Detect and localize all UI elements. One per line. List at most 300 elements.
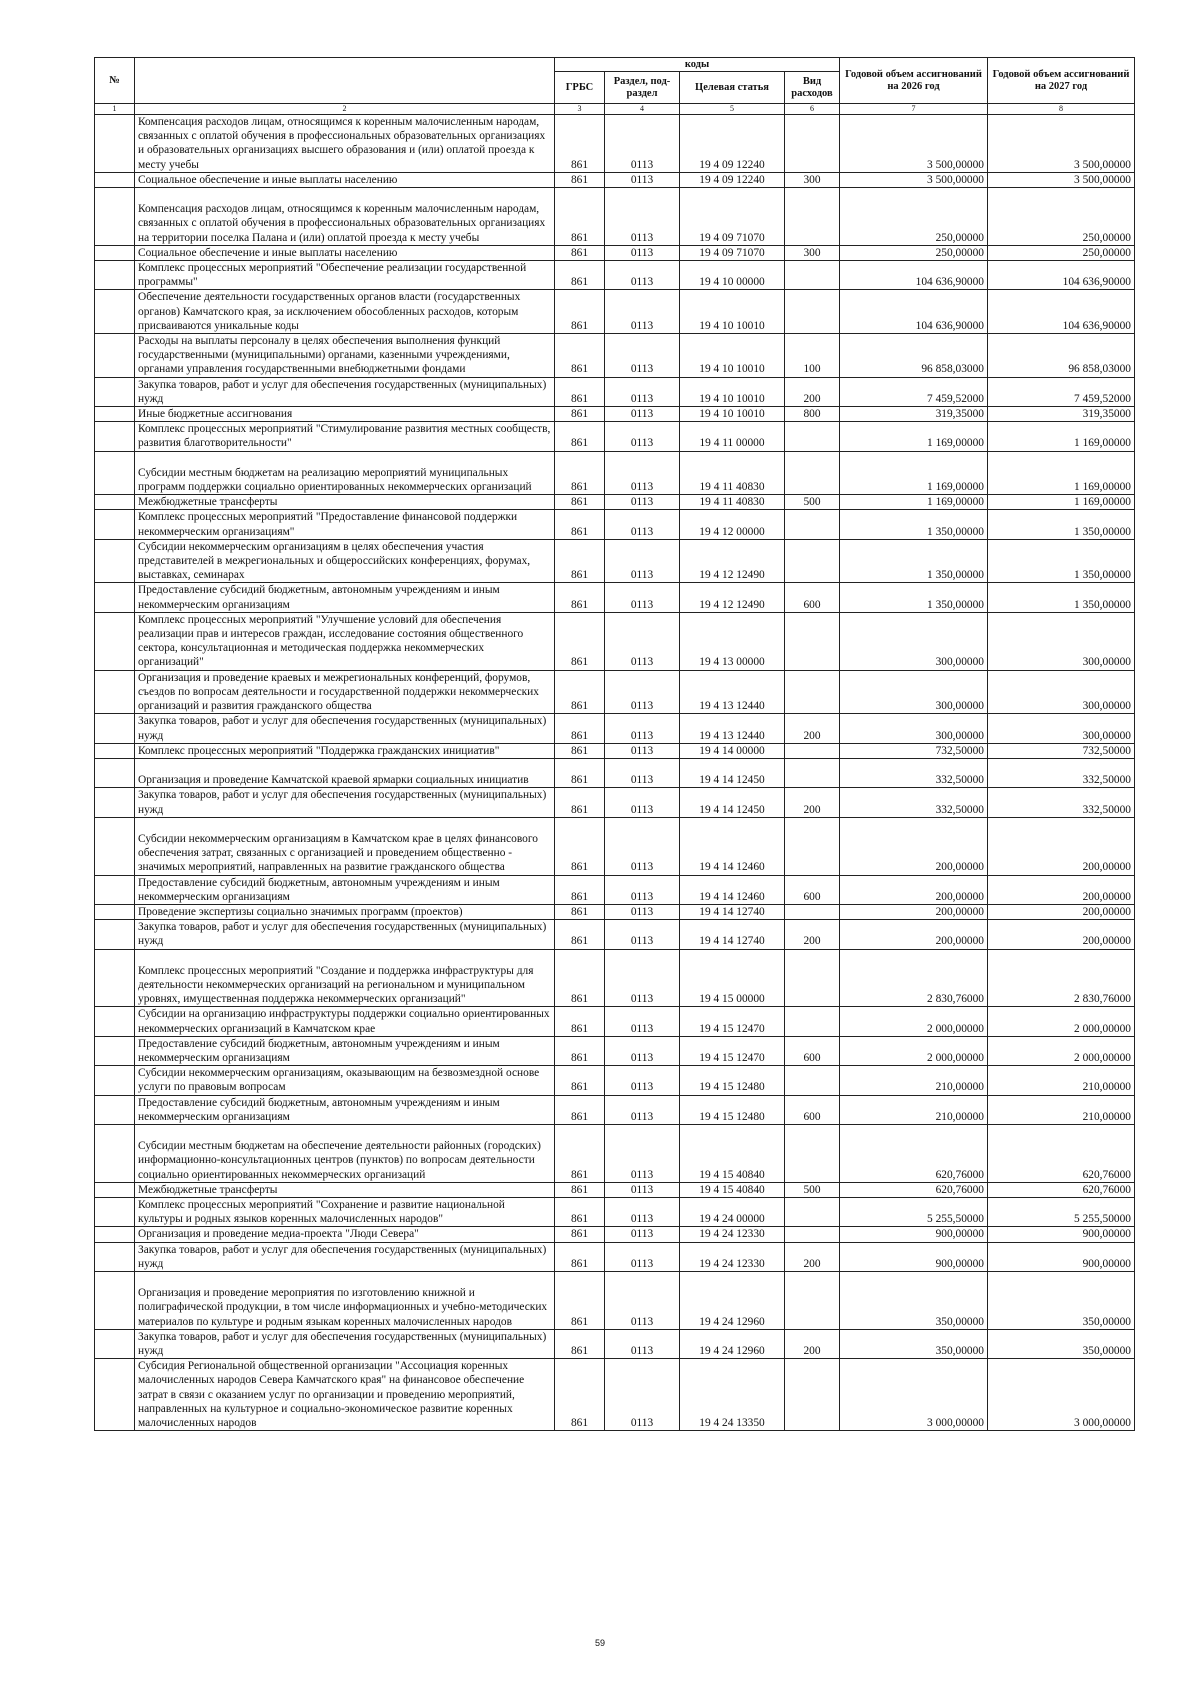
item-name: Комплекс процессных мероприятий "Стимулирование развития местных сообществ, развития благотворительности" — [135, 422, 555, 451]
amount-2026: 200,00000 — [840, 875, 988, 904]
grbs-code: 861 — [555, 904, 605, 919]
amount-2026: 620,76000 — [840, 1182, 988, 1197]
table-row — [95, 1271, 1135, 1329]
amount-2027: 2 830,76000 — [988, 949, 1135, 1007]
expense-type-code — [785, 1066, 840, 1095]
section-code: 0113 — [605, 422, 680, 451]
amount-2027: 900,00000 — [988, 1242, 1135, 1271]
target-code: 19 4 10 10010 — [680, 290, 785, 334]
section-code: 0113 — [605, 1124, 680, 1182]
col-header-expense-type: Вид расходов — [785, 72, 840, 104]
item-name: Комплекс процессных мероприятий "Создание и поддержка инфраструктуры для деятельности некоммерческих организаций на региональном и муниципальном уровнях, имущественная поддержка некоммерческих организаций" — [135, 949, 555, 1007]
amount-2027: 732,50000 — [988, 743, 1135, 758]
grbs-code: 861 — [555, 1182, 605, 1197]
amount-2027: 1 350,00000 — [988, 539, 1135, 583]
amount-2026: 300,00000 — [840, 714, 988, 743]
amount-2027: 332,50000 — [988, 788, 1135, 817]
item-name: Закупка товаров, работ и услуг для обеспечения государственных (муниципальных) нужд — [135, 1329, 555, 1358]
target-code: 19 4 14 12740 — [680, 904, 785, 919]
amount-2027: 3 500,00000 — [988, 115, 1135, 173]
row-number-cell — [95, 1036, 135, 1065]
table-row — [95, 422, 1135, 451]
grbs-code: 861 — [555, 758, 605, 787]
section-code: 0113 — [605, 510, 680, 539]
amount-2026: 732,50000 — [840, 743, 988, 758]
target-code: 19 4 14 12740 — [680, 920, 785, 949]
expense-type-code — [785, 1007, 840, 1036]
amount-2026: 104 636,90000 — [840, 261, 988, 290]
table-row — [95, 539, 1135, 583]
row-number-cell — [95, 1066, 135, 1095]
table-row — [95, 188, 1135, 246]
expense-type-code — [785, 758, 840, 787]
expense-type-code — [785, 612, 840, 670]
amount-2027: 2 000,00000 — [988, 1007, 1135, 1036]
row-number-cell — [95, 1359, 135, 1431]
amount-2027: 210,00000 — [988, 1066, 1135, 1095]
section-code: 0113 — [605, 1066, 680, 1095]
row-number-cell — [95, 290, 135, 334]
expense-type-code: 200 — [785, 788, 840, 817]
table-row — [95, 1329, 1135, 1358]
section-code: 0113 — [605, 1359, 680, 1431]
target-code: 19 4 11 40830 — [680, 495, 785, 510]
table-row — [95, 1242, 1135, 1271]
item-name: Организация и проведение краевых и межрегиональных конференций, форумов, съездов по вопросам деятельности и государственной поддержки некоммерческих организаций и развития гражданского общества — [135, 670, 555, 714]
target-code: 19 4 24 13350 — [680, 1359, 785, 1431]
target-code: 19 4 24 00000 — [680, 1197, 785, 1226]
row-number-cell — [95, 612, 135, 670]
grbs-code: 861 — [555, 1329, 605, 1358]
target-code: 19 4 15 40840 — [680, 1124, 785, 1182]
amount-2027: 1 169,00000 — [988, 422, 1135, 451]
section-code: 0113 — [605, 670, 680, 714]
item-name: Организация и проведение Камчатской краевой ярмарки социальных инициатив — [135, 758, 555, 787]
amount-2026: 210,00000 — [840, 1095, 988, 1124]
amount-2026: 250,00000 — [840, 188, 988, 246]
grbs-code: 861 — [555, 510, 605, 539]
amount-2027: 620,76000 — [988, 1124, 1135, 1182]
expense-type-code — [785, 188, 840, 246]
section-code: 0113 — [605, 583, 680, 612]
amount-2027: 250,00000 — [988, 188, 1135, 246]
expense-type-code — [785, 115, 840, 173]
amount-2027: 350,00000 — [988, 1329, 1135, 1358]
expense-type-code: 200 — [785, 714, 840, 743]
expense-type-code: 200 — [785, 377, 840, 406]
item-name: Компенсация расходов лицам, относящимся к коренным малочисленным народам, связанных с оплатой обучения в профессиональных образовательных организациях на территории поселка Палана и (или) оплатой проезда к месту учебы — [135, 188, 555, 246]
amount-2026: 332,50000 — [840, 758, 988, 787]
item-name: Межбюджетные трансферты — [135, 495, 555, 510]
row-number-cell — [95, 510, 135, 539]
target-code: 19 4 09 71070 — [680, 188, 785, 246]
grbs-code: 861 — [555, 920, 605, 949]
expense-type-code: 600 — [785, 583, 840, 612]
expense-type-code — [785, 510, 840, 539]
target-code: 19 4 15 40840 — [680, 1182, 785, 1197]
amount-2026: 620,76000 — [840, 1124, 988, 1182]
table-row — [95, 334, 1135, 378]
amount-2027: 200,00000 — [988, 817, 1135, 875]
amount-2027: 3 500,00000 — [988, 172, 1135, 187]
row-number-cell — [95, 817, 135, 875]
expense-type-code — [785, 290, 840, 334]
grbs-code: 861 — [555, 714, 605, 743]
item-name: Закупка товаров, работ и услуг для обеспечения государственных (муниципальных) нужд — [135, 920, 555, 949]
row-number-cell — [95, 920, 135, 949]
col-header-no: № — [95, 58, 135, 104]
grbs-code: 861 — [555, 1066, 605, 1095]
amount-2026: 3 000,00000 — [840, 1359, 988, 1431]
col-header-section: Раздел, под-раздел — [605, 72, 680, 104]
row-number-cell — [95, 188, 135, 246]
expense-type-code — [785, 451, 840, 495]
section-code: 0113 — [605, 245, 680, 260]
expense-type-code — [785, 1227, 840, 1242]
expense-type-code — [785, 1359, 840, 1431]
row-number-cell — [95, 407, 135, 422]
row-number-cell — [95, 115, 135, 173]
grbs-code: 861 — [555, 612, 605, 670]
col-header-2027: Годовой объем ассигнований на 2027 год — [988, 58, 1135, 104]
section-code: 0113 — [605, 1182, 680, 1197]
target-code: 19 4 24 12330 — [680, 1227, 785, 1242]
grbs-code: 861 — [555, 1007, 605, 1036]
row-number-cell — [95, 788, 135, 817]
column-number: 1 — [95, 104, 135, 115]
expense-type-code: 100 — [785, 334, 840, 378]
amount-2027: 1 350,00000 — [988, 583, 1135, 612]
row-number-cell — [95, 1182, 135, 1197]
row-number-cell — [95, 495, 135, 510]
target-code: 19 4 10 10010 — [680, 377, 785, 406]
expense-type-code — [785, 261, 840, 290]
row-number-cell — [95, 1242, 135, 1271]
target-code: 19 4 12 12490 — [680, 583, 785, 612]
target-code: 19 4 15 12470 — [680, 1036, 785, 1065]
table-row — [95, 1359, 1135, 1431]
amount-2026: 210,00000 — [840, 1066, 988, 1095]
target-code: 19 4 14 12460 — [680, 875, 785, 904]
grbs-code: 861 — [555, 290, 605, 334]
item-name: Закупка товаров, работ и услуг для обеспечения государственных (муниципальных) нужд — [135, 1242, 555, 1271]
item-name: Комплекс процессных мероприятий "Сохранение и развитие национальной культуры и родных языков коренных малочисленных народов" — [135, 1197, 555, 1226]
row-number-cell — [95, 875, 135, 904]
section-code: 0113 — [605, 714, 680, 743]
section-code: 0113 — [605, 612, 680, 670]
section-code: 0113 — [605, 875, 680, 904]
section-code: 0113 — [605, 115, 680, 173]
amount-2027: 620,76000 — [988, 1182, 1135, 1197]
amount-2027: 3 000,00000 — [988, 1359, 1135, 1431]
column-number: 6 — [785, 104, 840, 115]
amount-2027: 350,00000 — [988, 1271, 1135, 1329]
amount-2027: 250,00000 — [988, 245, 1135, 260]
item-name: Субсидии на организацию инфраструктуры поддержки социально ориентированных некоммерческих организаций в Камчатском крае — [135, 1007, 555, 1036]
column-number: 8 — [988, 104, 1135, 115]
expense-type-code: 600 — [785, 1095, 840, 1124]
amount-2026: 200,00000 — [840, 904, 988, 919]
item-name: Субсидии некоммерческим организациям в целях обеспечения участия представителей в межрегиональных и общероссийских конференциях, форумах, выставках, семинарах — [135, 539, 555, 583]
amount-2026: 250,00000 — [840, 245, 988, 260]
table-row — [95, 1182, 1135, 1197]
section-code: 0113 — [605, 1095, 680, 1124]
grbs-code: 861 — [555, 172, 605, 187]
amount-2027: 300,00000 — [988, 714, 1135, 743]
target-code: 19 4 14 12450 — [680, 788, 785, 817]
expense-type-code: 500 — [785, 1182, 840, 1197]
target-code: 19 4 15 12480 — [680, 1095, 785, 1124]
amount-2026: 350,00000 — [840, 1271, 988, 1329]
target-code: 19 4 10 10010 — [680, 407, 785, 422]
row-number-cell — [95, 670, 135, 714]
expense-type-code — [785, 817, 840, 875]
table-row — [95, 904, 1135, 919]
section-code: 0113 — [605, 290, 680, 334]
table-row — [95, 1036, 1135, 1065]
table-row — [95, 245, 1135, 260]
target-code: 19 4 10 00000 — [680, 261, 785, 290]
col-header-target: Целевая статья — [680, 72, 785, 104]
amount-2027: 319,35000 — [988, 407, 1135, 422]
section-code: 0113 — [605, 495, 680, 510]
amount-2027: 200,00000 — [988, 875, 1135, 904]
budget-table — [94, 57, 1135, 1431]
grbs-code: 861 — [555, 1124, 605, 1182]
target-code: 19 4 15 00000 — [680, 949, 785, 1007]
row-number-cell — [95, 377, 135, 406]
item-name: Субсидии некоммерческим организациям в Камчатском крае в целях финансового обеспечения затрат, связанных с организацией и проведением общественно - значимых мероприятий, направленных на развитие гражданского общества — [135, 817, 555, 875]
target-code: 19 4 09 12240 — [680, 172, 785, 187]
amount-2027: 7 459,52000 — [988, 377, 1135, 406]
expense-type-code: 600 — [785, 1036, 840, 1065]
table-row — [95, 817, 1135, 875]
section-code: 0113 — [605, 261, 680, 290]
table-row — [95, 495, 1135, 510]
table-row — [95, 758, 1135, 787]
section-code: 0113 — [605, 1242, 680, 1271]
table-row — [95, 583, 1135, 612]
table-row — [95, 949, 1135, 1007]
expense-type-code — [785, 949, 840, 1007]
section-code: 0113 — [605, 1227, 680, 1242]
section-code: 0113 — [605, 172, 680, 187]
item-name: Предоставление субсидий бюджетным, автономным учреждениям и иным некоммерческим организациям — [135, 1036, 555, 1065]
grbs-code: 861 — [555, 407, 605, 422]
target-code: 19 4 13 12440 — [680, 670, 785, 714]
row-number-cell — [95, 1227, 135, 1242]
item-name: Организация и проведение мероприятия по изготовлению книжной и полиграфической продукции, в том числе информационных и учебно-методических материалов по культуре и родным языкам коренных малочисленных народов — [135, 1271, 555, 1329]
section-code: 0113 — [605, 949, 680, 1007]
target-code: 19 4 13 00000 — [680, 612, 785, 670]
expense-type-code — [785, 422, 840, 451]
amount-2026: 200,00000 — [840, 817, 988, 875]
item-name: Комплекс процессных мероприятий "Поддержка гражданских инициатив" — [135, 743, 555, 758]
amount-2026: 332,50000 — [840, 788, 988, 817]
target-code: 19 4 14 00000 — [680, 743, 785, 758]
table-row — [95, 920, 1135, 949]
row-number-cell — [95, 1197, 135, 1226]
section-code: 0113 — [605, 920, 680, 949]
target-code: 19 4 15 12480 — [680, 1066, 785, 1095]
grbs-code: 861 — [555, 1271, 605, 1329]
grbs-code: 861 — [555, 451, 605, 495]
target-code: 19 4 11 00000 — [680, 422, 785, 451]
expense-type-code — [785, 1271, 840, 1329]
grbs-code: 861 — [555, 334, 605, 378]
item-name: Проведение экспертизы социально значимых программ (проектов) — [135, 904, 555, 919]
expense-type-code — [785, 1124, 840, 1182]
grbs-code: 861 — [555, 1036, 605, 1065]
grbs-code: 861 — [555, 1359, 605, 1431]
section-code: 0113 — [605, 188, 680, 246]
section-code: 0113 — [605, 788, 680, 817]
amount-2026: 200,00000 — [840, 920, 988, 949]
section-code: 0113 — [605, 451, 680, 495]
row-number-cell — [95, 714, 135, 743]
amount-2027: 1 350,00000 — [988, 510, 1135, 539]
row-number-cell — [95, 904, 135, 919]
column-number: 5 — [680, 104, 785, 115]
column-number: 2 — [135, 104, 555, 115]
section-code: 0113 — [605, 817, 680, 875]
item-name: Комплекс процессных мероприятий "Предоставление финансовой поддержки некоммерческим организациям" — [135, 510, 555, 539]
row-number-cell — [95, 1124, 135, 1182]
amount-2026: 2 830,76000 — [840, 949, 988, 1007]
amount-2026: 3 500,00000 — [840, 115, 988, 173]
column-number-row — [95, 104, 1135, 115]
row-number-cell — [95, 539, 135, 583]
grbs-code: 861 — [555, 1242, 605, 1271]
target-code: 19 4 24 12960 — [680, 1271, 785, 1329]
section-code: 0113 — [605, 1329, 680, 1358]
row-number-cell — [95, 451, 135, 495]
col-header-grbs: ГРБС — [555, 72, 605, 104]
target-code: 19 4 24 12330 — [680, 1242, 785, 1271]
table-row — [95, 612, 1135, 670]
grbs-code: 861 — [555, 245, 605, 260]
item-name: Предоставление субсидий бюджетным, автономным учреждениям и иным некоммерческим организациям — [135, 583, 555, 612]
item-name: Социальное обеспечение и иные выплаты населению — [135, 172, 555, 187]
row-number-cell — [95, 422, 135, 451]
table-row — [95, 743, 1135, 758]
table-row — [95, 1066, 1135, 1095]
grbs-code: 861 — [555, 1227, 605, 1242]
target-code: 19 4 11 40830 — [680, 451, 785, 495]
amount-2027: 96 858,03000 — [988, 334, 1135, 378]
amount-2027: 210,00000 — [988, 1095, 1135, 1124]
amount-2027: 300,00000 — [988, 670, 1135, 714]
target-code: 19 4 09 12240 — [680, 115, 785, 173]
column-number: 4 — [605, 104, 680, 115]
target-code: 19 4 15 12470 — [680, 1007, 785, 1036]
item-name: Закупка товаров, работ и услуг для обеспечения государственных (муниципальных) нужд — [135, 377, 555, 406]
amount-2027: 332,50000 — [988, 758, 1135, 787]
target-code: 19 4 10 10010 — [680, 334, 785, 378]
target-code: 19 4 12 00000 — [680, 510, 785, 539]
section-code: 0113 — [605, 1036, 680, 1065]
item-name: Расходы на выплаты персоналу в целях обеспечения выполнения функций государственными (муниципальными) органами, казенными учреждениями, органами управления государственными внебюджетными фондами — [135, 334, 555, 378]
grbs-code: 861 — [555, 115, 605, 173]
amount-2026: 96 858,03000 — [840, 334, 988, 378]
table-row — [95, 1227, 1135, 1242]
table-row — [95, 451, 1135, 495]
amount-2026: 1 169,00000 — [840, 451, 988, 495]
amount-2026: 7 459,52000 — [840, 377, 988, 406]
expense-type-code: 300 — [785, 245, 840, 260]
expense-type-code: 600 — [785, 875, 840, 904]
amount-2027: 104 636,90000 — [988, 290, 1135, 334]
grbs-code: 861 — [555, 539, 605, 583]
amount-2026: 350,00000 — [840, 1329, 988, 1358]
budget-sheet — [94, 57, 1134, 1431]
amount-2026: 3 500,00000 — [840, 172, 988, 187]
amount-2027: 1 169,00000 — [988, 451, 1135, 495]
page-number: 59 — [594, 1638, 605, 1648]
expense-type-code — [785, 670, 840, 714]
table-row — [95, 1124, 1135, 1182]
col-header-2026: Годовой объем ассигнований на 2026 год — [840, 58, 988, 104]
table-row — [95, 714, 1135, 743]
expense-type-code: 800 — [785, 407, 840, 422]
item-name: Субсидия Региональной общественной организации "Ассоциация коренных малочисленных народов Севера Камчатского края" на финансовое обеспечение затрат в связи с оказанием услуг по организации и проведению мероприятий, направленных на культурное и социально-экономическое развитие коренных малочисленных народов — [135, 1359, 555, 1431]
section-code: 0113 — [605, 1197, 680, 1226]
grbs-code: 861 — [555, 875, 605, 904]
col-header-name — [135, 58, 555, 104]
amount-2026: 900,00000 — [840, 1227, 988, 1242]
grbs-code: 861 — [555, 670, 605, 714]
amount-2027: 300,00000 — [988, 612, 1135, 670]
grbs-code: 861 — [555, 495, 605, 510]
amount-2026: 300,00000 — [840, 612, 988, 670]
item-name: Субсидии некоммерческим организациям, оказывающим на безвозмездной основе услуги по правовым вопросам — [135, 1066, 555, 1095]
table-row — [95, 670, 1135, 714]
target-code: 19 4 12 12490 — [680, 539, 785, 583]
grbs-code: 861 — [555, 1095, 605, 1124]
amount-2026: 2 000,00000 — [840, 1036, 988, 1065]
grbs-code: 861 — [555, 422, 605, 451]
section-code: 0113 — [605, 758, 680, 787]
section-code: 0113 — [605, 377, 680, 406]
table-row — [95, 290, 1135, 334]
amount-2027: 200,00000 — [988, 904, 1135, 919]
expense-type-code — [785, 539, 840, 583]
row-number-cell — [95, 261, 135, 290]
amount-2026: 1 169,00000 — [840, 495, 988, 510]
item-name: Закупка товаров, работ и услуг для обеспечения государственных (муниципальных) нужд — [135, 714, 555, 743]
row-number-cell — [95, 172, 135, 187]
expense-type-code: 200 — [785, 1329, 840, 1358]
section-code: 0113 — [605, 539, 680, 583]
amount-2026: 1 350,00000 — [840, 539, 988, 583]
section-code: 0113 — [605, 334, 680, 378]
table-row — [95, 172, 1135, 187]
item-name: Предоставление субсидий бюджетным, автономным учреждениям и иным некоммерческим организациям — [135, 875, 555, 904]
item-name: Организация и проведение медиа-проекта "Люди Севера" — [135, 1227, 555, 1242]
row-number-cell — [95, 758, 135, 787]
expense-type-code — [785, 1197, 840, 1226]
amount-2026: 1 350,00000 — [840, 583, 988, 612]
row-number-cell — [95, 334, 135, 378]
section-code: 0113 — [605, 904, 680, 919]
target-code: 19 4 14 12450 — [680, 758, 785, 787]
amount-2026: 900,00000 — [840, 1242, 988, 1271]
amount-2027: 1 169,00000 — [988, 495, 1135, 510]
section-code: 0113 — [605, 407, 680, 422]
grbs-code: 861 — [555, 188, 605, 246]
grbs-code: 861 — [555, 817, 605, 875]
grbs-code: 861 — [555, 583, 605, 612]
